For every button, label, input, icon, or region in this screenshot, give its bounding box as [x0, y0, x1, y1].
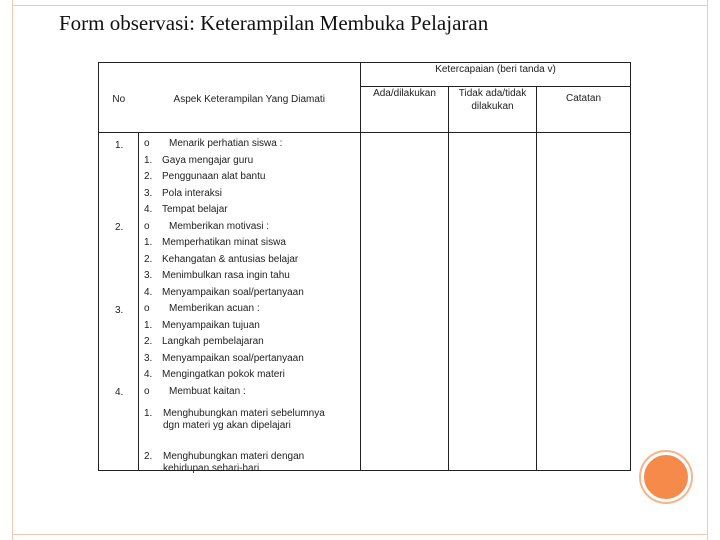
- header-catatan: Catatan: [537, 87, 631, 133]
- aspek-item: [144, 155, 253, 167]
- list-marker: 1.: [144, 237, 153, 248]
- list-marker: 3.: [144, 187, 153, 199]
- list-marker: 1.: [144, 319, 153, 331]
- tidak-column[interactable]: [449, 133, 537, 471]
- aspek-text: Gaya mengajar guru: [162, 154, 254, 166]
- kaitan-text-line1: Menghubungkan materi dengan: [163, 451, 305, 462]
- header-ketercapaian: Ketercapaian (beri tanda v): [361, 63, 631, 87]
- kaitan-item: [144, 451, 304, 475]
- list-marker: 4.: [144, 286, 153, 298]
- aspek-text: Memberikan acuan :: [169, 303, 260, 314]
- aspek-text: Penggunaan alat bantu: [162, 171, 266, 182]
- aspek-item: [144, 237, 286, 249]
- header-ada: Ada/dilakukan: [361, 87, 449, 133]
- number-column: [99, 133, 139, 471]
- aspek-text: Menyampaikan tujuan: [162, 319, 260, 331]
- aspek-item: [144, 254, 298, 266]
- aspek-item: [144, 171, 265, 183]
- slide-border-top: [12, 5, 708, 6]
- catatan-column[interactable]: [537, 133, 631, 471]
- slide-border-left: [12, 0, 13, 540]
- kaitan-text-line2: dgn materi yg akan dipelajari: [163, 420, 291, 431]
- observation-table: [98, 62, 631, 474]
- aspek-column: [139, 133, 361, 474]
- aspek-item: [144, 353, 304, 365]
- aspek-text: Mengingatkan pokok materi: [162, 369, 285, 380]
- kaitan-item: [144, 408, 325, 432]
- aspek-item: [144, 336, 264, 348]
- aspek-heading: [144, 303, 260, 315]
- aspek-text: Tempat belajar: [162, 204, 228, 215]
- aspek-item: [144, 270, 290, 282]
- kaitan-text-line2: kehidupan sehari-hari: [163, 463, 260, 474]
- aspek-item: [144, 188, 222, 200]
- aspek-text: Membuat kaitan :: [169, 385, 246, 397]
- aspek-heading: [144, 221, 269, 233]
- list-marker: 4.: [144, 369, 153, 380]
- list-marker: 4.: [144, 204, 153, 215]
- aspek-heading: [144, 386, 246, 398]
- aspek-text: Kehangatan & antusias belajar: [162, 253, 299, 265]
- row-number: 2.: [115, 222, 124, 233]
- header-tidak: Tidak ada/tidak dilakukan: [449, 87, 537, 133]
- list-marker: 2.: [144, 253, 153, 265]
- decorative-circle: [641, 452, 691, 502]
- list-marker: 2.: [144, 451, 153, 462]
- header-no: No: [99, 63, 139, 133]
- aspek-text: Langkah pembelajaran: [162, 336, 264, 347]
- list-marker: 2.: [144, 336, 153, 347]
- list-marker: 2.: [144, 171, 153, 182]
- kaitan-text-line1: Menghubungkan materi sebelumnya: [163, 408, 325, 419]
- page-title: Form observasi: Keterampilan Membuka Pelajaran: [59, 11, 489, 35]
- list-marker: o: [144, 138, 150, 149]
- slide-border-right: [707, 0, 708, 540]
- aspek-heading: [144, 138, 282, 150]
- aspek-item: [144, 287, 304, 299]
- aspek-text: Menyampaikan soal/pertanyaan: [162, 352, 304, 364]
- aspek-text: Pola interaksi: [162, 187, 223, 199]
- list-marker: 3.: [144, 270, 153, 281]
- aspek-text: Menyampaikan soal/pertanyaan: [162, 286, 304, 298]
- row-number: 1.: [115, 140, 124, 151]
- header-aspek: Aspek Keterampilan Yang Diamati: [139, 63, 361, 133]
- list-marker: o: [144, 385, 150, 397]
- aspek-item: [144, 369, 285, 381]
- list-marker: 3.: [144, 352, 153, 364]
- list-marker: 1.: [144, 408, 153, 419]
- list-marker: o: [144, 303, 150, 314]
- list-marker: 1.: [144, 154, 153, 166]
- aspek-text: Memberikan motivasi :: [169, 220, 270, 232]
- ada-column[interactable]: [361, 133, 449, 471]
- aspek-item: [144, 320, 260, 332]
- aspek-text: Menarik perhatian siswa :: [169, 138, 283, 149]
- slide-border-bottom: [12, 534, 708, 535]
- aspek-text: Memperhatikan minat siswa: [162, 237, 286, 248]
- row-number: 4.: [115, 387, 124, 398]
- list-marker: o: [144, 220, 150, 232]
- row-number: 3.: [115, 305, 124, 316]
- aspek-text: Menimbulkan rasa ingin tahu: [162, 270, 290, 281]
- aspek-item: [144, 204, 228, 216]
